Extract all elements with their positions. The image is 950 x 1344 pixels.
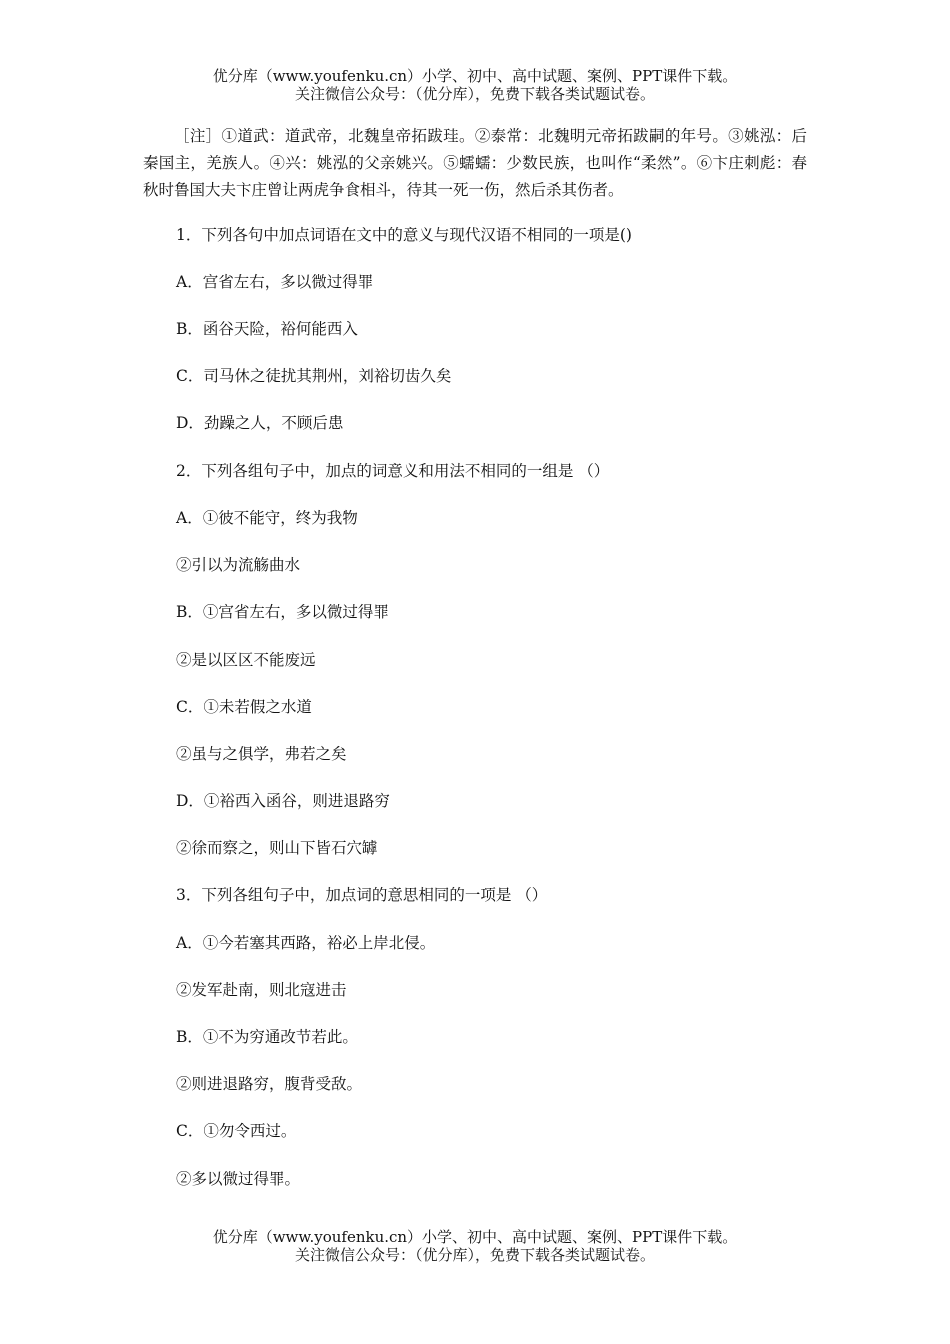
option-1d: D．劲躁之人，不顾后患 (176, 414, 344, 432)
option-2a-1: A．①彼不能守，终为我物 (176, 509, 358, 527)
option-2b-1: B．①宫省左右，多以微过得罪 (176, 603, 389, 621)
question-1: 1．下列各句中加点词语在文中的意义与现代汉语不相同的一项是() (176, 226, 632, 244)
header-line-2: 关注微信公众号：（优分库），免费下载各类试题试卷。 (294, 85, 655, 103)
option-3c-2: ②多以微过得罪。 (176, 1170, 301, 1188)
footer-line-2: 关注微信公众号：（优分库），免费下载各类试题试卷。 (294, 1246, 655, 1264)
annotation-note: ［注］①道武：道武帝，北魏皇帝拓跋珪。②泰常：北魏明元帝拓跋嗣的年号。③姚泓：后秦国主，羌族人。④兴：姚泓的父亲姚兴。⑤蠕蠕：少数民族，也叫作“柔然”。⑥卞庄刺彪：春秋时鲁国大夫卞庄曾让两虎争食相斗，待其一死一伤，然后杀其伤者。 (143, 127, 807, 199)
option-3b-2: ②则进退路穷，腹背受敌。 (176, 1075, 363, 1093)
page-header (0, 67, 950, 103)
option-1a: A．宫省左右，多以微过得罪 (176, 273, 374, 291)
option-2c-2: ②虽与之俱学，弗若之矣 (176, 745, 347, 763)
option-2d-2: ②徐而察之，则山下皆石穴罅 (176, 839, 378, 857)
option-3a-1: A．①今若塞其西路，裕必上岸北侵。 (176, 934, 436, 952)
option-3b-1: B．①不为穷通改节若此。 (176, 1028, 358, 1046)
option-1c: C．司马休之徒扰其荆州，刘裕切齿久矣 (176, 367, 452, 385)
header-line-1: 优分库（www.youfenku.cn）小学、初中、高中试题、案例、PPT课件下载。 (212, 67, 738, 85)
option-2a-2: ②引以为流觞曲水 (176, 556, 301, 574)
option-2b-2: ②是以区区不能废远 (176, 651, 316, 669)
page-footer (0, 1228, 950, 1264)
option-3a-2: ②发军赴南，则北寇进击 (176, 981, 347, 999)
option-2d-1: D．①裕西入函谷，则进退路穷 (176, 792, 390, 810)
question-2: 2．下列各组句子中，加点的词意义和用法不相同的一组是 （） (176, 462, 610, 480)
option-3c-1: C．①勿令西过。 (176, 1122, 297, 1140)
question-3: 3．下列各组句子中，加点词的意思相同的一项是 （） (176, 886, 548, 904)
option-2c-1: C．①未若假之水道 (176, 698, 312, 716)
option-1b: B．函谷天险，裕何能西入 (176, 320, 358, 338)
footer-line-1: 优分库（www.youfenku.cn）小学、初中、高中试题、案例、PPT课件下载。 (212, 1228, 738, 1246)
